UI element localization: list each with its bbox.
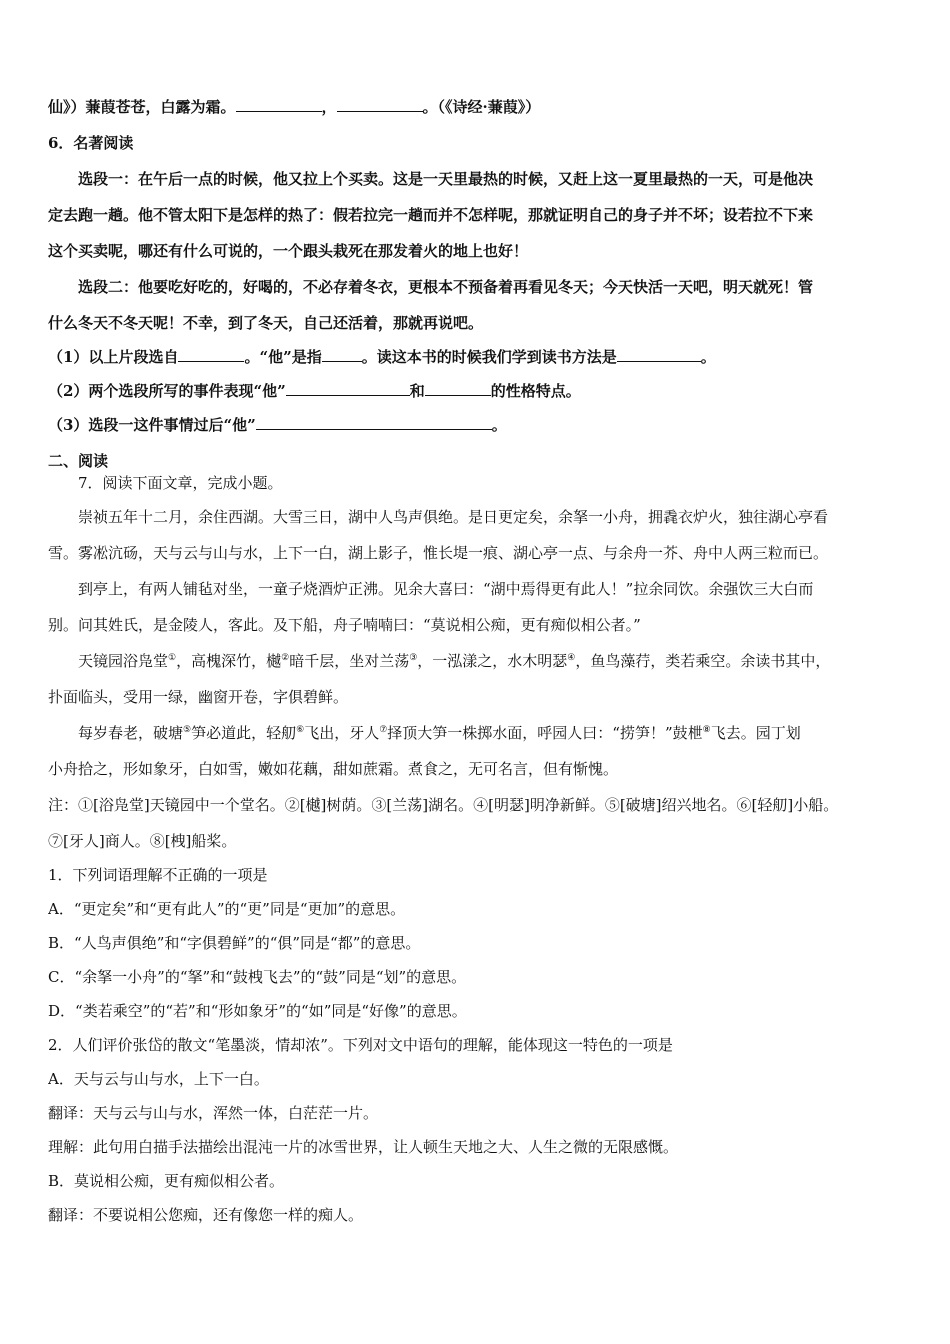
- section-heading: 二、阅读: [48, 452, 109, 470]
- option-c[interactable]: C．“余拏一小舟”的“拏”和“鼓栧飞去”的“鼓”同是“划”的意思。: [48, 968, 467, 986]
- option-d[interactable]: D．“类若乘空”的“若”和“形如象牙”的“如”同是“好像”的意思。: [48, 1002, 467, 1020]
- q6-sub2-text: （2）两个选段所写的事件表现“他”: [48, 382, 286, 400]
- question-stem: 2．人们评价张岱的散文“笔墨淡，情却浓”。下列对文中语句的理解，能体现这一特色的一项是: [48, 1036, 673, 1054]
- footnote-mark: ④: [567, 653, 576, 663]
- passage-line: [48, 650, 908, 672]
- footnote-mark: ⑧: [702, 725, 711, 735]
- passage-line: 别。问其姓氏，是金陵人，客此。及下船，舟子喃喃曰：“莫说相公痴，更有痴似相公者。”: [48, 616, 641, 634]
- answer-blank[interactable]: [425, 381, 491, 396]
- passage-para-3: [48, 650, 908, 708]
- poem-comma: ，: [321, 98, 337, 116]
- footnote-mark: ⑦: [379, 725, 388, 735]
- passage-para-2: [48, 578, 908, 636]
- option-a[interactable]: A．“更定矣”和“更有此人”的“更”同是“更加”的意思。: [48, 900, 406, 918]
- footnote-mark: ②: [281, 653, 290, 663]
- excerpt-2-line: 什么冬天不冬天呢！不幸，到了冬天，自己还活着，那就再说吧。: [48, 314, 484, 332]
- footnote-mark: ⑤: [183, 725, 192, 735]
- q6-heading: 6．名著阅读: [48, 134, 134, 152]
- document-page: [48, 96, 908, 1226]
- answer-blank[interactable]: [337, 97, 423, 112]
- footnote-line: 注：①[浴凫堂]天镜园中一个堂名。②[樾]树荫。③[兰荡]湖名。④[明瑟]明净新鲜。⑤[破塘]绍兴地名。⑥[轻舠]小船。: [48, 796, 839, 814]
- poem-fill-line: [48, 96, 908, 118]
- passage-line: 小舟拾之，形如象牙，白如雪，嫩如花藕，甜如蔗霜。煮食之，无可名言，但有惭愧。: [48, 760, 619, 778]
- passage-line: 扑面临头，受用一绿，幽窗开卷，字俱碧鲜。: [48, 688, 349, 706]
- option-a[interactable]: A．天与云与山与水，上下一白。: [48, 1070, 269, 1088]
- q6-sub1-text: 。: [700, 348, 716, 366]
- passage-line: 崇祯五年十二月，余住西湖。大雪三日，湖中人鸟声俱绝。是日更定矣，余拏一小舟，拥毳衣炉火，独往湖心亭看: [78, 508, 829, 526]
- excerpt-1-line: 定去跑一趟。他不管太阳下是怎样的热了：假若拉完一趟而并不怎样呢，那就证明自己的身子并不坏；设若拉不下来: [48, 206, 814, 224]
- excerpt-1: [48, 168, 908, 262]
- q7-intro: 7．阅读下面文章，完成小题。: [78, 474, 283, 492]
- passage-text: 择顶大笋一株掷水面，呼园人曰：“捞笋！”鼓枻: [387, 724, 703, 742]
- passage-text: 每岁春老，破塘: [78, 724, 184, 742]
- q6-sub3-text: 。: [491, 416, 507, 434]
- excerpt-1-line: 选段一：在午后一点的时候，他又拉上个买卖。这是一天里最热的时候，又赶上这一夏里最热的一天，可是他决: [78, 170, 814, 188]
- option-b[interactable]: B．“人鸟声俱绝”和“字俱碧鲜”的“俱”同是“都”的意思。: [48, 934, 421, 952]
- passage-text: 暗千层，坐对兰荡: [289, 652, 410, 670]
- passage-text: ，一泓漾之，水木明瑟: [417, 652, 568, 670]
- subquestion-1: [48, 864, 908, 1022]
- translation-line: 翻译：不要说相公您痴，还有像您一样的痴人。: [48, 1206, 364, 1224]
- passage-line: 雪。雾凇沆砀，天与云与山与水，上下一白，湖上影子，惟长堤一痕、湖心亭一点、与余舟一芥、舟中人两三粒而已。: [48, 544, 829, 562]
- passage-para-4: [48, 722, 908, 780]
- passage-text: 笋必道此，轻舠: [191, 724, 297, 742]
- footnote-mark: ⑥: [296, 725, 305, 735]
- passage-para-1: [48, 506, 908, 564]
- q6-sub1-text: 。读这本书的时候我们学到读书方法是: [361, 348, 617, 366]
- passage-text: 飞出，牙人: [304, 724, 380, 742]
- excerpt-1-line: 这个买卖呢，哪还有什么可说的，一个跟头栽死在那发着火的地上也好！: [48, 242, 529, 260]
- q6-sub3-text: （3）选段一这件事情过后“他”: [48, 416, 256, 434]
- answer-blank[interactable]: [178, 347, 244, 362]
- answer-blank[interactable]: [286, 381, 410, 396]
- q6-sub3: [48, 414, 908, 436]
- answer-blank[interactable]: [322, 347, 362, 362]
- footnotes: [48, 794, 908, 852]
- q6-sub2-text: 的性格特点。: [490, 382, 581, 400]
- q6-sub1-text: 。“他”是指: [244, 348, 322, 366]
- poem-source: 。（《诗经·蒹葭》）: [422, 98, 541, 116]
- answer-blank[interactable]: [236, 97, 322, 112]
- q6-sub1-text: （1）以上片段选自: [48, 348, 179, 366]
- passage-text: ，鱼鸟藻荇，类若乘空。余读书其中，: [575, 652, 831, 670]
- question-stem: 1．下列词语理解不正确的一项是: [48, 866, 268, 884]
- q6-sub2: [48, 380, 908, 402]
- answer-blank[interactable]: [617, 347, 701, 362]
- footnote-mark: ③: [409, 653, 418, 663]
- q6-sub1: [48, 346, 908, 368]
- passage-text: 飞去。园丁划: [710, 724, 801, 742]
- q6-sub2-text: 和: [409, 382, 425, 400]
- excerpt-2: [48, 276, 908, 334]
- footnote-mark: ①: [168, 653, 177, 663]
- passage-line: 到亭上，有两人铺毡对坐，一童子烧酒炉正沸。见余大喜曰：“湖中焉得更有此人！”拉余同饮。余强饮三大白而: [78, 580, 814, 598]
- answer-blank[interactable]: [256, 415, 492, 430]
- passage-text: ，高槐深竹，樾: [176, 652, 282, 670]
- subquestion-2: [48, 1034, 908, 1226]
- passage-line: [48, 722, 908, 744]
- excerpt-2-line: 选段二：他要吃好吃的，好喝的，不必存着冬衣，更根本不预备着再看见冬天；今天快活一天吧，明天就死！管: [78, 278, 814, 296]
- interpretation-line: 理解：此句用白描手法描绘出混沌一片的冰雪世界，让人顿生天地之大、人生之微的无限感慨。: [48, 1138, 679, 1156]
- footnote-line: ⑦[牙人]商人。⑧[栧]船桨。: [48, 832, 237, 850]
- passage-text: 天镜园浴凫堂: [78, 652, 169, 670]
- translation-line: 翻译：天与云与山与水，浑然一体，白茫茫一片。: [48, 1104, 379, 1122]
- option-b[interactable]: B．莫说相公痴，更有痴似相公者。: [48, 1172, 285, 1190]
- poem-text: 仙》）蒹葭苍苍，白露为霜。: [48, 98, 236, 116]
